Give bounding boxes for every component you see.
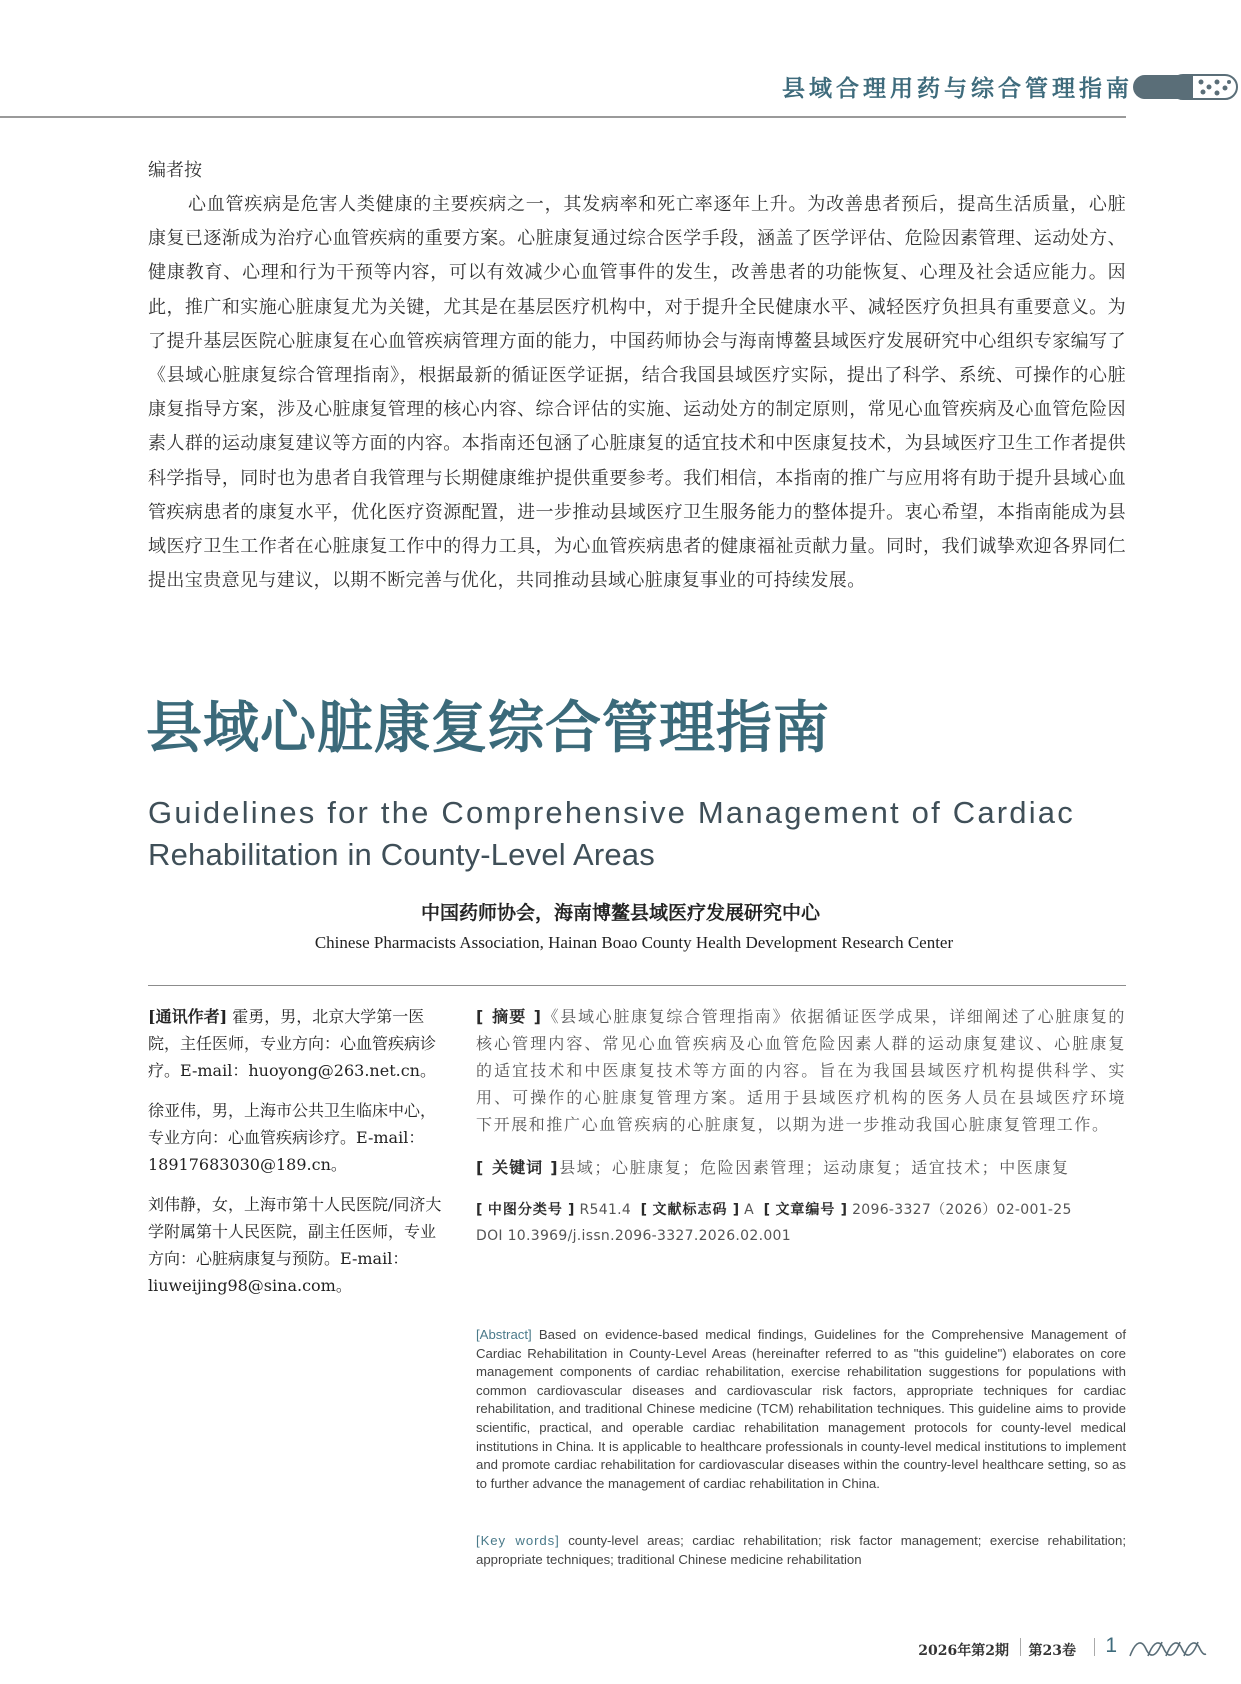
author1-text: 霍勇，男，北京大学第一医院，主任医师，专业方向：心血管疾病诊疗。E-mail：: [148, 1007, 437, 1080]
authors-cn: 中国药师协会，海南博鳌县域医疗发展研究中心: [420, 902, 820, 924]
running-header: [0, 0, 1241, 118]
authors-en: Chinese Pharmacists Association, Hainan Boao County Health Development Research Center: [314, 933, 954, 952]
doc-code-value: A: [744, 1202, 755, 1218]
keywords-en: [476, 1532, 1126, 1569]
clc-label: 中图分类号: [487, 1202, 563, 1218]
keywords-en-label: [Key words]: [476, 1533, 560, 1548]
editor-note-body: 心血管疾病是危害人类健康的主要疾病之一，其发病率和死亡率逐年上升。为改善患者预后，提高生活质量，心脏康复已逐渐成为治疗心血管疾病的重要方案。心脏康复通过综合医学手段，涵盖了医学评估、危险因素管理、运动处方、健康教育、心理和行为干预等内容，可以有效减少心血管事件的发生，改善患者的功能恢复、心理及社会适应能力。因此，推广和实施心脏康复尤为关键，尤其是在基层医疗机构中，对于提升全民健康水平、减轻医疗负担具有重要意义。为了提升基层医院心脏康复在心血管疾病管理方面的能力，中国药师协会与海南博鳌县域医疗发展研究中心组织专家编写了《县域心脏康复综合管理指南》，根据最新的循证医学证据，结合我国县域医疗实际，提出了科学、系统、可操作的心脏康复指导方案，涉及心脏康复管理的核心内容、综合评估的实施、运动处方的制定原则，常见心血管疾病及心血管危险因素人群的运动康复建议等方面的内容。本指南还包涵了心脏康复的适宜技术和中医康复技术，为县域医疗卫生工作者提供科学指导，同时也为患者自我管理与长期健康维护提供重要参考。我们相信，本指南的推广与应用将有助于提升县域心血管疾病患者的康复水平，优化医疗资源配置，进一步推动县域医疗卫生服务能力的整体提升。衷心希望，本指南能成为县域医疗卫生工作者在心脏康复工作中的得力工具，为心血管疾病患者的健康福祉贡献力量。同时，我们诚挚欢迎各界同仁提出宝贵意见与建议，以期不断完善与优化，共同推动县域心脏康复事业的可持续发展。: [148, 194, 1126, 592]
author2-email[interactable]: 18917683030@189.cn: [148, 1155, 331, 1174]
keywords-en-text: county-level areas; cardiac rehabilitation; risk factor management; exercise rehabilitation; appropriate techniques; traditional Chinese medicine rehabilitation: [476, 1533, 1126, 1567]
running-title: 县域合理用药与综合管理指南: [782, 75, 1133, 102]
abstract-column: [476, 1003, 1126, 1249]
footer-volume: 第23卷: [1028, 1643, 1076, 1659]
keywords-cn: [ 关键词 ]县域；心脏康复；危险因素管理；运动康复；适宜技术；中医康复: [476, 1158, 1070, 1177]
corresponding-label-text: 通讯作者: [155, 1007, 220, 1026]
abstract-cn: [ 摘要 ]《县域心脏康复综合管理指南》依据循证医学成果，详细阐述了心脏康复的核心管理内容、常见心血管疾病及心血管危险因素人群的运动康复建议、心脏康复的适宜技术和中医康复技术等方面的内容。旨在为我国县域医疗机构提供科学、实用、可操作的心脏康复管理方案。适用于县域医疗机构的医务人员在县域医疗环境下开展和推广心血管疾病的心脏康复，以期为进一步推动我国心脏康复管理工作。: [476, 1007, 1126, 1134]
corresponding-label: [通讯作者]: [148, 1007, 228, 1026]
footer-separator: [1020, 1638, 1021, 1656]
abstract-label: 摘要: [492, 1007, 527, 1026]
corresponding-authors: [148, 1003, 451, 1312]
keywords-cn-text: 县域；心脏康复；危险因素管理；运动康复；适宜技术；中医康复: [559, 1158, 1070, 1177]
wave-ornament-icon: [1128, 1638, 1208, 1660]
article-no-value: 2096-3327（2026）02-001-25: [852, 1202, 1072, 1218]
abstract-cn-text: 《县域心脏康复综合管理指南》依据循证医学成果，详细阐述了心脏康复的核心管理内容、常见心血管疾病及心血管危险因素人群的运动康复建议、心脏康复的适宜技术和中医康复技术等方面的内容。旨在为我国县域医疗机构提供科学、实用、可操作的心脏康复管理方案。适用于县域医疗机构的医务人员在县域医疗环境下开展和推广心血管疾病的心脏康复，以期为进一步推动我国心脏康复管理工作。: [476, 1007, 1126, 1134]
doc-code-label: 文献标志码: [652, 1202, 728, 1218]
corresponding-author-1: [148, 1003, 451, 1084]
page-footer: [0, 1634, 1241, 1664]
abstract-en-label: [Abstract]: [476, 1327, 532, 1342]
abstract-en-text: Based on evidence-based medical findings, Guidelines for the Comprehensive Management of Cardiac Rehabilitation in County-Level Areas (hereinafter referred to as "this guideline") elaborates on core management components of cardiac rehabilitation, exercise rehabilitation suggestions for populations with common cardiovascular diseases and cardiovascular risk factors, appropriate techniques for cardiac rehabilitation, and traditional Chinese medicine (TCM) rehabilitation techniques. This guideline aims to provide scientific, practical, and operable cardiac rehabilitation management protocols for county-level medical institutions in China. It is applicable to healthcare professionals in county-level medical institutions to implement and promote cardiac rehabilitation for cardiovascular diseases within the country-level healthcare setting, so as to further advance the management of cardiac rehabilitation in China.: [476, 1327, 1126, 1491]
editor-note-heading: 编者按: [148, 160, 202, 181]
keywords-label: 关键词: [492, 1158, 544, 1177]
article-no-label: 文章编号: [775, 1202, 836, 1218]
doi-line[interactable]: DOI 10.3969/j.issn.2096-3327.2026.02.001: [476, 1228, 791, 1244]
header-rule: [0, 116, 1126, 118]
author2-text: 徐亚伟，男，上海市公共卫生临床中心，专业方向：心血管疾病诊疗。E-mail：: [148, 1101, 437, 1147]
author1-email[interactable]: huoyong@263.net.cn: [248, 1061, 420, 1080]
author2-end: 。: [330, 1155, 347, 1174]
article-title-en-line2: Rehabilitation in County-Level Areas: [148, 837, 655, 872]
author3-email[interactable]: liuweijing98@sina.com: [148, 1276, 336, 1295]
clc-value: R541.4: [579, 1202, 632, 1218]
author3-text: 刘伟静，女，上海市第十人民医院/同济大学附属第十人民医院，副主任医师，专业方向：心脏病康复与预防。E-mail：: [148, 1195, 442, 1268]
abstract-en: [476, 1326, 1126, 1493]
page-number: 1: [1105, 1634, 1117, 1657]
footer-issue: 2026年第2期: [918, 1643, 1009, 1659]
pill-icon: [1131, 73, 1241, 101]
section-rule: [148, 985, 1126, 986]
footer-separator: [1094, 1638, 1095, 1656]
author1-end: 。: [419, 1061, 436, 1080]
classification-line: [ 中图分类号 ] R541.4 [ 文献标志码 ] A [ 文章编号 ] 2096-3327（2026）02-001-25: [476, 1202, 1072, 1218]
article-title-cn: 县域心脏康复综合管理指南: [146, 695, 830, 761]
article-title-en: [148, 792, 1148, 876]
corresponding-author-2: [148, 1097, 451, 1178]
article-title-en-line1: Guidelines for the Comprehensive Management of Cardiac: [148, 795, 1075, 830]
author3-end: 。: [335, 1276, 352, 1295]
corresponding-author-3: [148, 1191, 451, 1299]
